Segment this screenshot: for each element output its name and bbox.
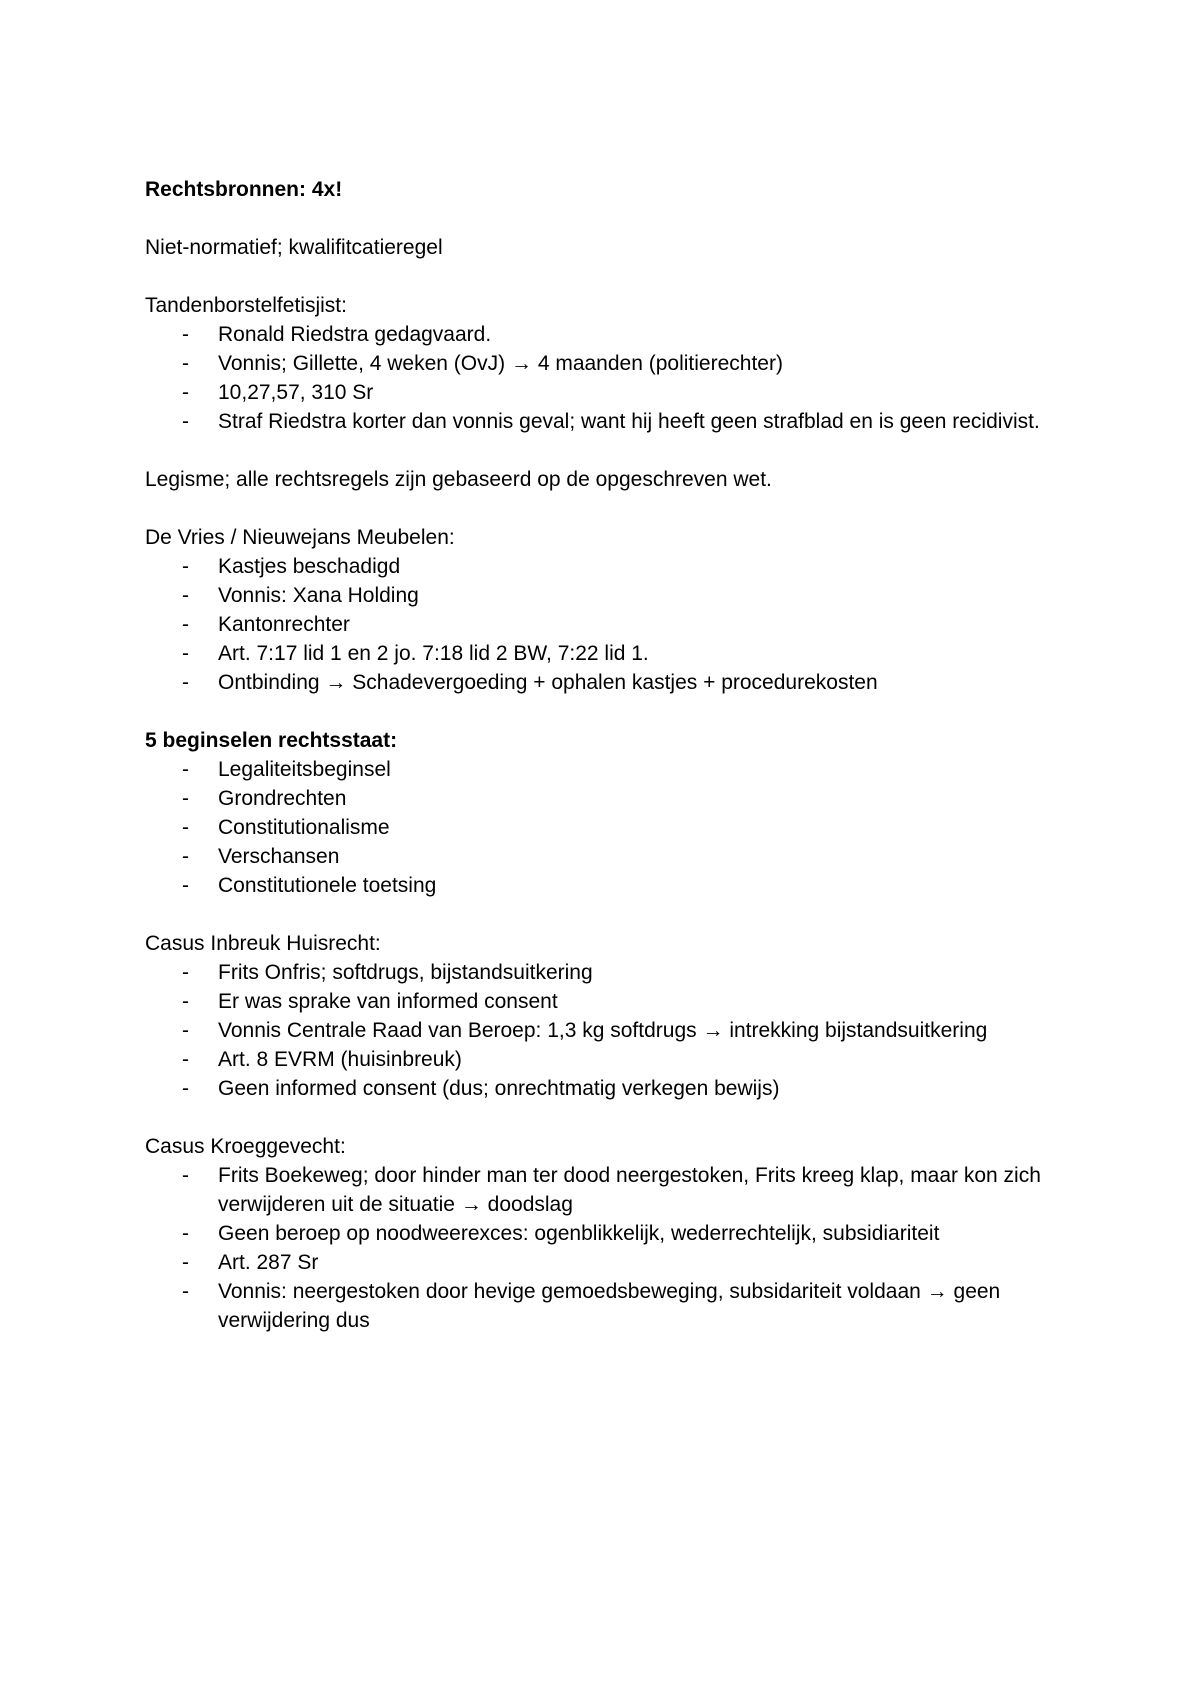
list-dash: - — [182, 1280, 189, 1303]
list-dash: - — [182, 671, 189, 694]
list-item — [145, 407, 1075, 436]
paragraph: Rechtsbronnen: 4x! — [145, 178, 343, 201]
list-dash: - — [182, 323, 189, 346]
paragraph-spacer — [145, 1103, 1075, 1132]
arrow-icon: → — [926, 1280, 948, 1303]
list-item — [145, 755, 1075, 784]
section-heading: Tandenborstelfetisjist: — [145, 294, 347, 317]
list-item-text: Frits Boekeweg; door hinder man ter dood neergestoken, Frits kreeg klap, maar kon zich verwijderen uit de situatie — [218, 1164, 1041, 1216]
section-heading: De Vries / Nieuwejans Meubelen: — [145, 526, 455, 549]
list-dash: - — [182, 845, 189, 868]
list-item-text: Art. 7:17 lid 1 en 2 jo. 7:18 lid 2 BW, 7:22 lid 1. — [218, 642, 649, 665]
list-item-text: 10,27,57, 310 Sr — [218, 381, 374, 404]
list-item — [145, 871, 1075, 900]
list-item — [145, 1074, 1075, 1103]
document-body — [145, 175, 1075, 1335]
list-item-text: Art. 287 Sr — [218, 1251, 319, 1274]
list-item — [145, 668, 1075, 697]
list-item — [145, 1045, 1075, 1074]
list-item — [145, 813, 1075, 842]
list-item — [145, 1016, 1075, 1045]
list-item-text-after: geen verwijdering dus — [218, 1280, 1001, 1332]
list-item-text-after: Schadevergoeding + ophalen kastjes + procedurekosten — [352, 671, 878, 694]
paragraph: Legisme; alle rechtsregels zijn gebaseerd op de opgeschreven wet. — [145, 468, 772, 491]
list-item-text: Constitutionele toetsing — [218, 874, 437, 897]
list-item-text: Geen informed consent (dus; onrechtmatig verkegen bewijs) — [218, 1077, 780, 1100]
list-dash: - — [182, 758, 189, 781]
list-dash: - — [182, 352, 189, 375]
section-heading: Casus Kroeggevecht: — [145, 1135, 346, 1158]
arrow-icon: → — [325, 671, 347, 694]
list-item — [145, 1219, 1075, 1248]
list-dash: - — [182, 874, 189, 897]
list-item — [145, 784, 1075, 813]
paragraph-spacer — [145, 262, 1075, 291]
list-item — [145, 842, 1075, 871]
list-item-text: Verschansen — [218, 845, 340, 868]
arrow-icon: → — [510, 352, 532, 375]
paragraph-spacer — [145, 436, 1075, 465]
list-dash: - — [182, 584, 189, 607]
list-item — [145, 1248, 1075, 1277]
list-item-text-after: intrekking bijstandsuitkering — [729, 1019, 988, 1042]
list-item-text: Ontbinding — [218, 671, 320, 694]
list-item — [145, 320, 1075, 349]
paragraph: Niet-normatief; kwalifitcatieregel — [145, 236, 443, 259]
list-item — [145, 958, 1075, 987]
arrow-icon: → — [460, 1193, 482, 1216]
paragraph-spacer — [145, 494, 1075, 523]
list-item-text: Constitutionalisme — [218, 816, 390, 839]
list-dash: - — [182, 1077, 189, 1100]
list-item — [145, 378, 1075, 407]
list-item-text-after: doodslag — [487, 1193, 573, 1216]
list-dash: - — [182, 555, 189, 578]
list-item — [145, 552, 1075, 581]
bullet-list — [145, 1161, 1075, 1335]
list-item — [145, 610, 1075, 639]
list-item-text: Legaliteitsbeginsel — [218, 758, 391, 781]
list-dash: - — [182, 381, 189, 404]
list-item-text: Vonnis Centrale Raad van Beroep: 1,3 kg softdrugs — [218, 1019, 697, 1042]
list-dash: - — [182, 816, 189, 839]
list-dash: - — [182, 1222, 189, 1245]
section-heading: 5 beginselen rechtsstaat: — [145, 729, 398, 752]
list-item-text: Kastjes beschadigd — [218, 555, 401, 578]
list-item — [145, 1277, 1075, 1335]
list-dash: - — [182, 787, 189, 810]
bullet-list — [145, 958, 1075, 1103]
bullet-list — [145, 755, 1075, 900]
bullet-list — [145, 320, 1075, 436]
list-dash: - — [182, 410, 189, 433]
list-item-text: Geen beroep op noodweerexces: ogenblikkelijk, wederrechtelijk, subsidiariteit — [218, 1222, 940, 1245]
arrow-icon: → — [702, 1019, 724, 1042]
list-dash: - — [182, 1251, 189, 1274]
list-item-text: Frits Onfris; softdrugs, bijstandsuitkering — [218, 961, 593, 984]
list-item — [145, 581, 1075, 610]
section-heading: Casus Inbreuk Huisrecht: — [145, 932, 381, 955]
list-item-text: Vonnis: neergestoken door hevige gemoedsbeweging, subsidariteit voldaan — [218, 1280, 921, 1303]
list-dash: - — [182, 990, 189, 1013]
list-dash: - — [182, 1048, 189, 1071]
list-item-text: Grondrechten — [218, 787, 347, 810]
list-dash: - — [182, 1019, 189, 1042]
list-item-text: Ronald Riedstra gedagvaard. — [218, 323, 492, 346]
list-dash: - — [182, 1164, 189, 1187]
list-dash: - — [182, 961, 189, 984]
list-item-text: Straf Riedstra korter dan vonnis geval; want hij heeft geen strafblad en is geen recidivist. — [218, 410, 1040, 433]
list-item-text: Vonnis; Gillette, 4 weken (OvJ) — [218, 352, 506, 375]
list-item-text: Kantonrechter — [218, 613, 350, 636]
list-dash: - — [182, 642, 189, 665]
bullet-list — [145, 552, 1075, 697]
list-item — [145, 639, 1075, 668]
list-item — [145, 1161, 1075, 1219]
paragraph-spacer — [145, 900, 1075, 929]
list-item — [145, 349, 1075, 378]
paragraph-spacer — [145, 697, 1075, 726]
paragraph-spacer — [145, 204, 1075, 233]
list-item — [145, 987, 1075, 1016]
list-item-text: Vonnis: Xana Holding — [218, 584, 419, 607]
list-item-text: Art. 8 EVRM (huisinbreuk) — [218, 1048, 462, 1071]
list-item-text: Er was sprake van informed consent — [218, 990, 558, 1013]
list-item-text-after: 4 maanden (politierechter) — [537, 352, 783, 375]
list-dash: - — [182, 613, 189, 636]
